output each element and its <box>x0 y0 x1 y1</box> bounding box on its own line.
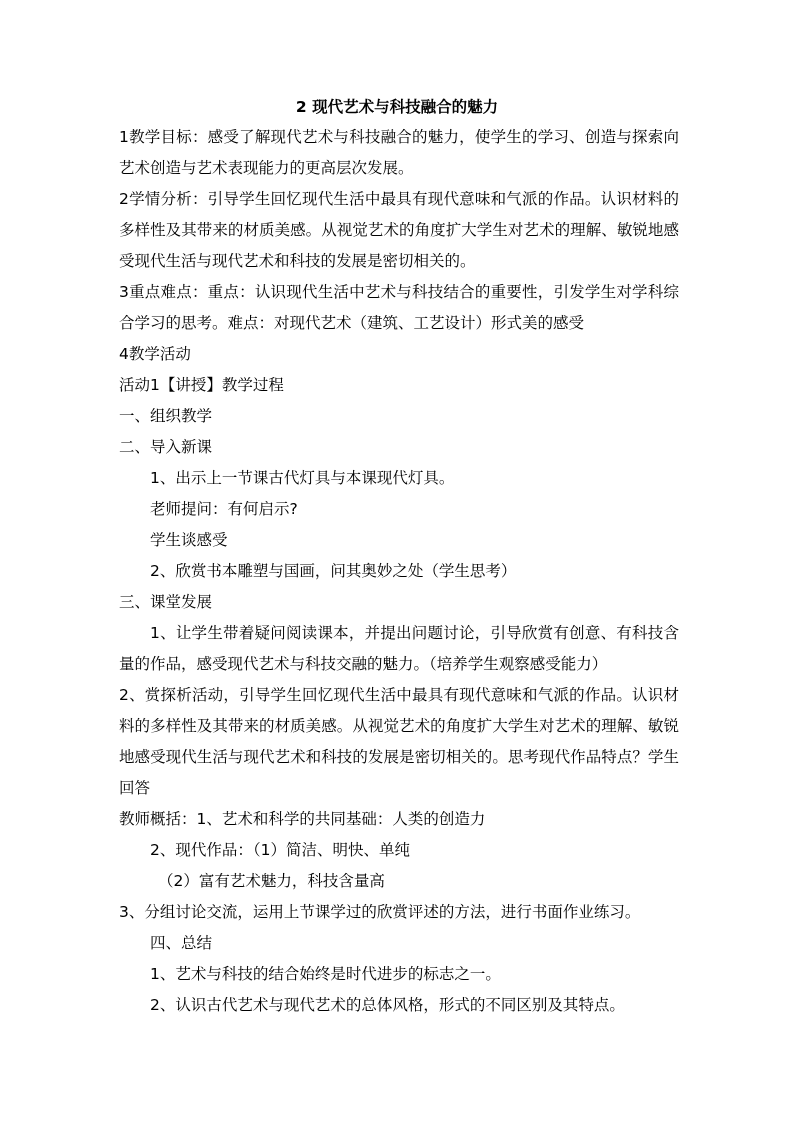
list-item: 2、欣赏书本雕塑与国画，问其奥妙之处（学生思考） <box>150 562 517 580</box>
paragraph-learner-analysis: 2学情分析：引导学生回忆现代生活中最具有现代意味和气派的作品。认识材料的多样性及其带来的材质美感。从视觉艺术的角度扩大学生对艺术的理解、敏锐地感受现代生活与现代艺术和科技的发展是密切相关的。 <box>119 190 679 270</box>
list-item: 2、现代作品：（1）简洁、明快、单纯 <box>150 841 410 859</box>
list-item: 1、出示上一节课古代灯具与本课现代灯具。 <box>150 469 455 487</box>
list-item: （2）富有艺术魅力，科技含量高 <box>158 872 385 890</box>
list-item: 3、分组讨论交流，运用上节课学过的欣赏评述的方法，进行书面作业练习。 <box>119 903 641 921</box>
document-title: 2 现代艺术与科技融合的魅力 <box>295 98 499 116</box>
list-item: 1、让学生带着疑问阅读课本，并提出问题讨论，引导欣赏有创意、有科技含量的作品，感受现代艺术与科技交融的魅力。（培养学生观察感受能力） <box>119 624 679 673</box>
list-item: 老师提问：有何启示? <box>150 500 298 518</box>
section-organize: 一、组织教学 <box>119 407 213 425</box>
list-item: 1、艺术与科技的结合始终是时代进步的标志之一。 <box>150 965 501 983</box>
section-summary: 四、总结 <box>150 934 213 952</box>
list-item: 2、认识古代艺术与现代艺术的总体风格，形式的不同区别及其特点。 <box>150 996 625 1014</box>
heading-activity-1: 活动1【讲授】教学过程 <box>119 376 284 394</box>
list-item: 学生谈感受 <box>150 531 228 549</box>
list-item: 2、赏探析活动，引导学生回忆现代生活中最具有现代意味和气派的作品。认识材料的多样性及其带来的材质美感。从视觉艺术的角度扩大学生对艺术的理解、敏锐地感受现代生活与现代艺术和科技的发展是密切相关的。思考现代作品特点？学生回答 <box>119 686 679 797</box>
section-introduction: 二、导入新课 <box>119 438 213 456</box>
section-development: 三、课堂发展 <box>119 593 213 611</box>
document-body <box>119 122 679 1021</box>
teacher-summary: 教师概括：1、艺术和科学的共同基础：人类的创造力 <box>119 810 486 828</box>
heading-teaching-activities: 4教学活动 <box>119 345 191 363</box>
paragraph-key-points: 3重点难点：重点：认识现代生活中艺术与科技结合的重要性，引发学生对学科综合学习的思考。难点：对现代艺术（建筑、工艺设计）形式美的感受 <box>119 283 679 332</box>
paragraph-teaching-goals: 1教学目标：感受了解现代艺术与科技融合的魅力，使学生的学习、创造与探索向艺术创造与艺术表现能力的更高层次发展。 <box>119 128 679 177</box>
